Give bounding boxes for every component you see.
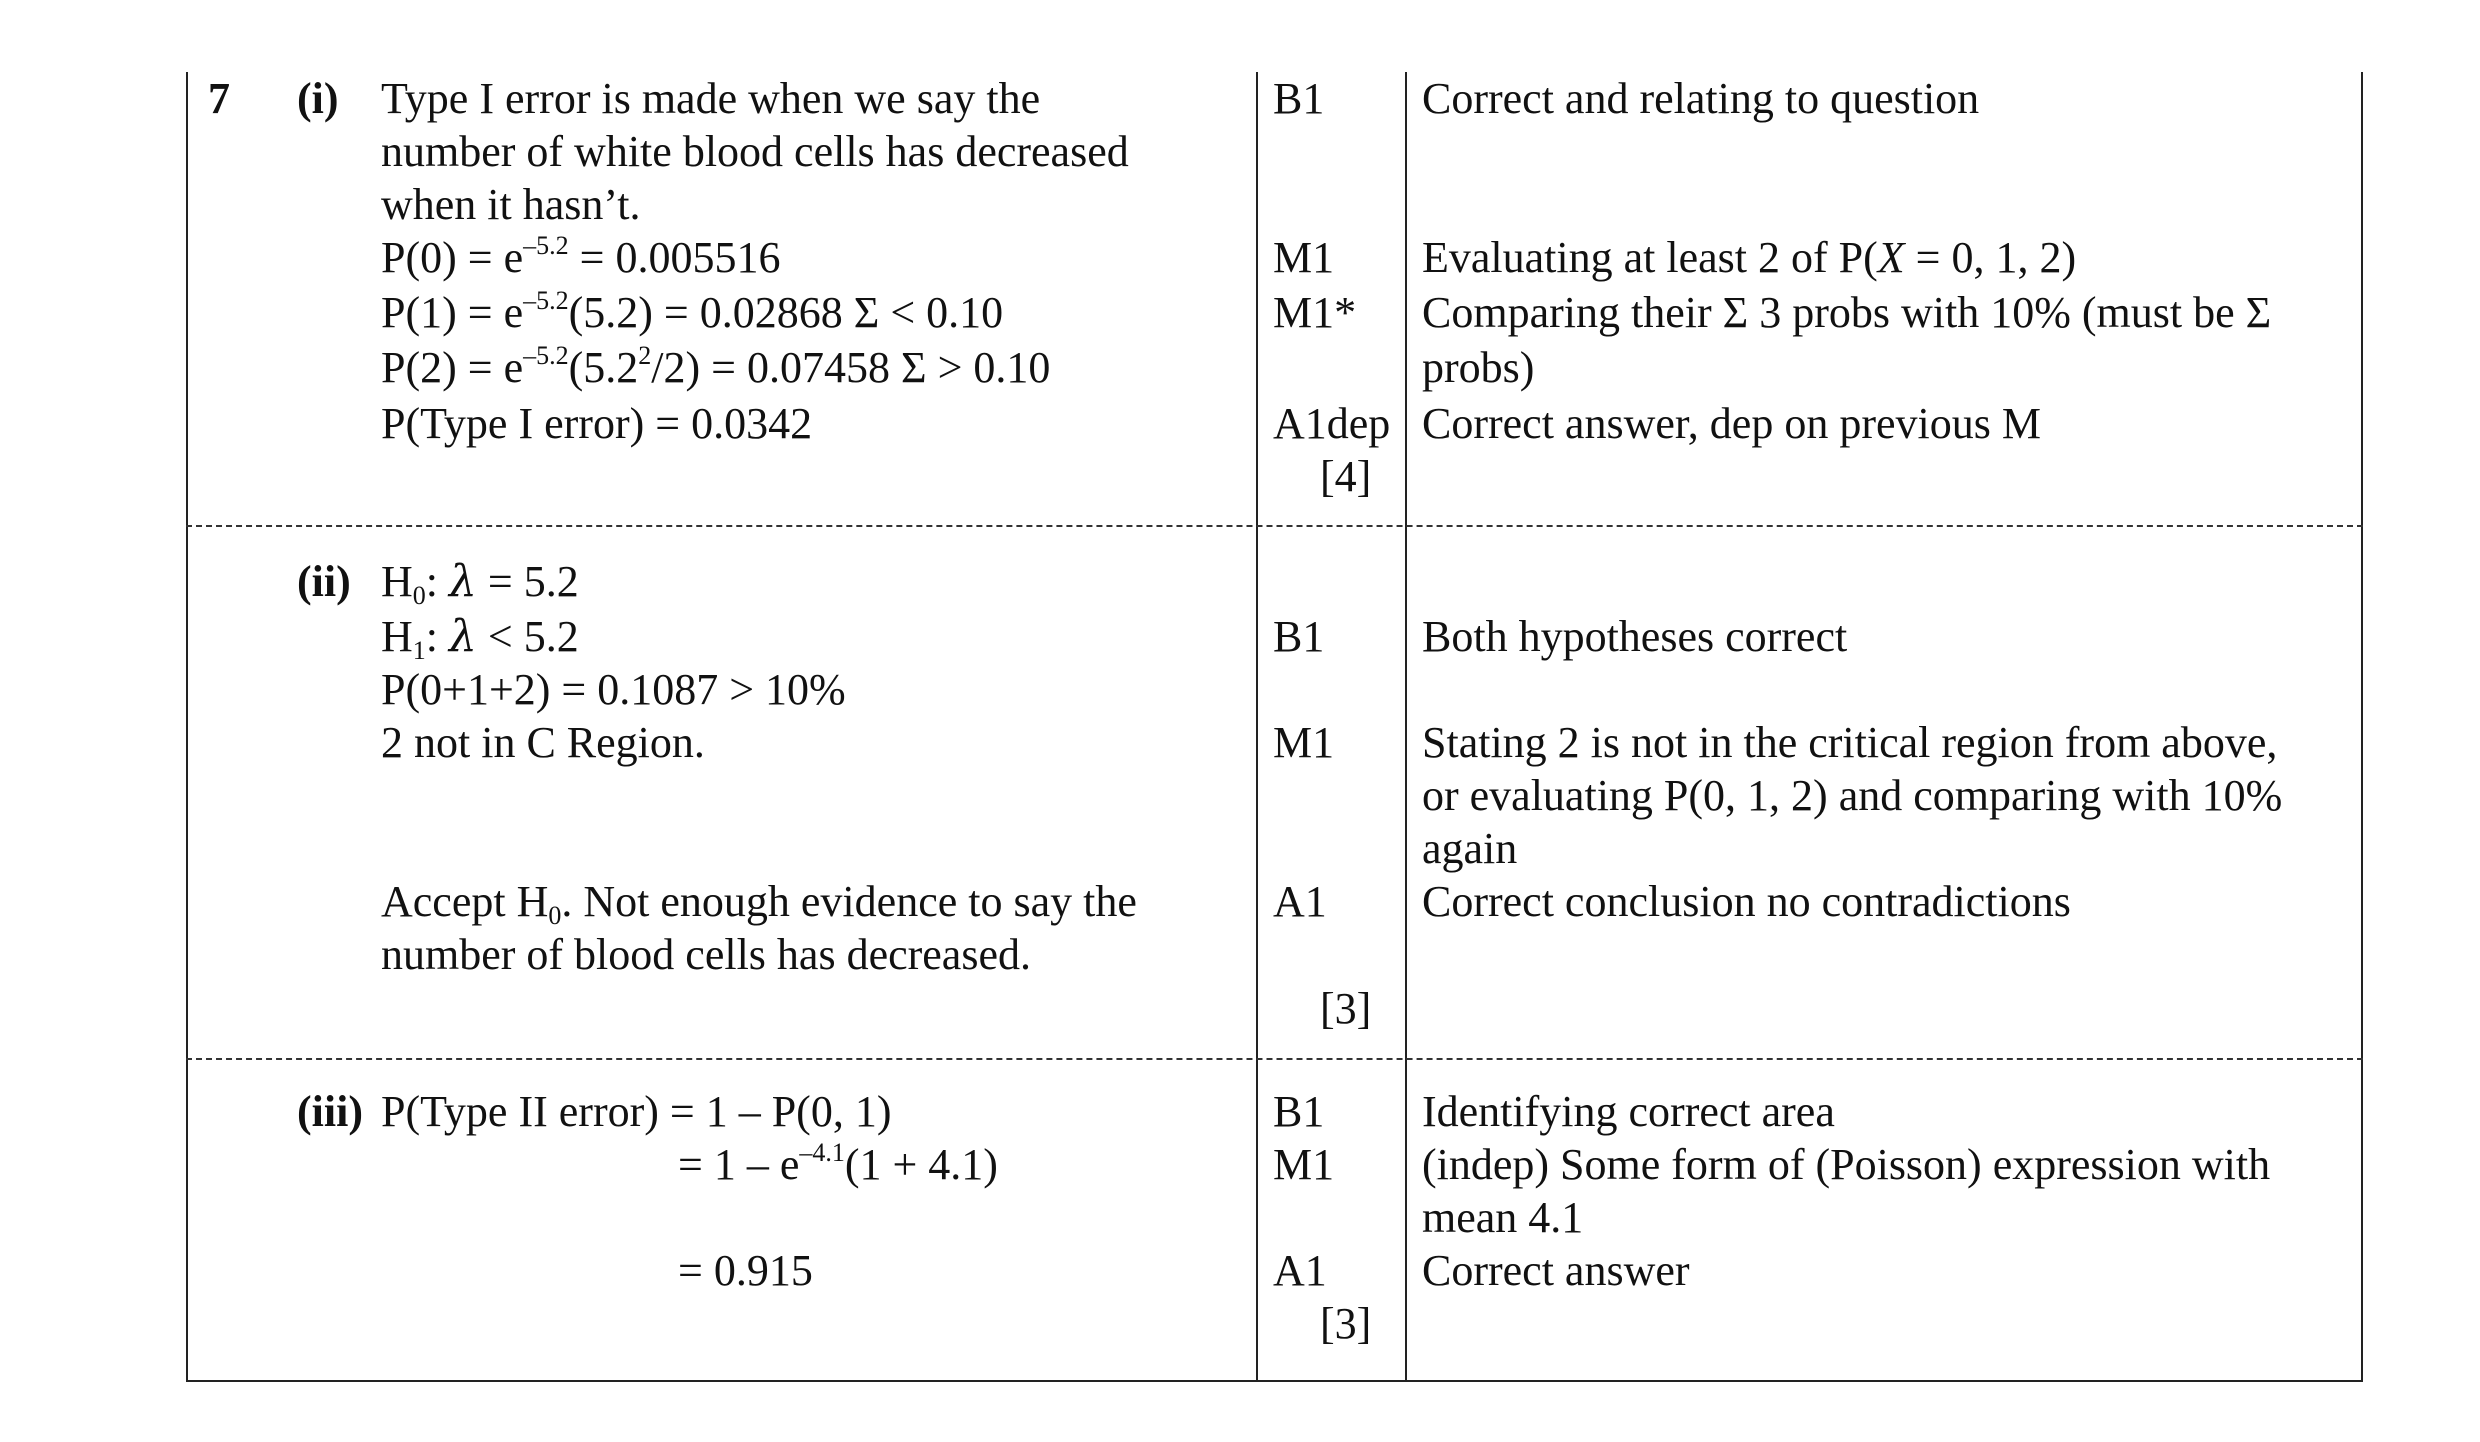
section-divider-i-ii bbox=[186, 525, 2363, 527]
part-ii-guidance-1: Both hypotheses correct bbox=[1422, 612, 1848, 661]
part-iii-guidance-3: mean 4.1 bbox=[1422, 1193, 1584, 1242]
part-iii-line-1: P(Type II error) = 1 – P(0, 1) bbox=[381, 1087, 892, 1136]
part-i-p2-line: $P(2) = e^{-5.2}(5.2^2/2) = 0.07458$ Σ > 0.10 bbox=[381, 341, 1051, 392]
part-i-type-i-line: P(Type I error) = 0.0342 bbox=[381, 399, 813, 448]
part-iii-guidance-2: (indep) Some form of (Poisson) expression with bbox=[1422, 1140, 2271, 1189]
part-ii-total: [3] bbox=[1320, 984, 1372, 1033]
part-ii-label: (ii) bbox=[297, 557, 351, 606]
part-i-p0-line: $P(0) = e^{-5.2} = 0.005516$ bbox=[381, 231, 781, 282]
part-iii-label: (iii) bbox=[297, 1087, 363, 1136]
part-i-total: [4] bbox=[1320, 452, 1372, 501]
part-iii-mark-3: A1 bbox=[1273, 1246, 1327, 1295]
part-i-mark-3: M1* bbox=[1273, 288, 1357, 337]
part-i-answer-line-3: when it hasn’t. bbox=[381, 180, 641, 229]
part-iii-total: [3] bbox=[1320, 1299, 1372, 1348]
part-ii-guidance-5: Correct conclusion no contradictions bbox=[1422, 877, 2071, 926]
part-ii-h1-line: $H_1$: λ < 5.2 bbox=[381, 611, 579, 665]
part-ii-accept-line-2: number of blood cells has decreased. bbox=[381, 930, 1031, 979]
part-ii-mark-1: B1 bbox=[1273, 612, 1325, 661]
part-ii-region-line: 2 not in C Region. bbox=[381, 718, 705, 767]
part-iii-line-2: = $1 - e^{-4.1}(1 + 4.1)$ bbox=[678, 1138, 998, 1189]
part-i-mark-1: B1 bbox=[1273, 74, 1325, 123]
question-number: 7 bbox=[208, 74, 230, 123]
part-ii-guidance-3: or evaluating P(0, 1, 2) and comparing with 10% bbox=[1422, 771, 2283, 820]
part-ii-prob-line: P(0+1+2) = 0.1087 > 10% bbox=[381, 665, 846, 714]
table-bottom-border bbox=[186, 1380, 2363, 1382]
part-i-guidance-5: Correct answer, dep on previous M bbox=[1422, 399, 2041, 448]
table-marks-divider bbox=[1256, 72, 1258, 1382]
part-i-guidance-4: probs) bbox=[1422, 343, 1535, 392]
table-left-border bbox=[186, 72, 188, 1382]
part-i-guidance-2: Evaluating at least 2 of P(X = 0, 1, 2) bbox=[1422, 233, 2077, 282]
part-i-mark-4: A1dep bbox=[1273, 399, 1391, 448]
part-ii-guidance-2: Stating 2 is not in the critical region from above, bbox=[1422, 718, 2278, 767]
part-iii-mark-1: B1 bbox=[1273, 1087, 1325, 1136]
part-iii-line-3: = 0.915 bbox=[678, 1246, 813, 1295]
part-i-p1-line: $P(1) = e^{-5.2}(5.2) = 0.02868$ Σ < 0.10 bbox=[381, 286, 1004, 337]
part-ii-accept-line-1: Accept $H_0$. Not enough evidence to say the bbox=[381, 877, 1137, 930]
part-i-answer-line-2: number of white blood cells has decreased bbox=[381, 127, 1129, 176]
part-i-mark-2: M1 bbox=[1273, 233, 1335, 282]
part-ii-mark-2: M1 bbox=[1273, 718, 1335, 767]
part-i-guidance-1: Correct and relating to question bbox=[1422, 74, 1980, 123]
part-ii-mark-3: A1 bbox=[1273, 877, 1327, 926]
table-guidance-divider bbox=[1405, 72, 1407, 1382]
part-i-label: (i) bbox=[297, 74, 339, 123]
part-iii-guidance-1: Identifying correct area bbox=[1422, 1087, 1835, 1136]
section-divider-ii-iii bbox=[186, 1058, 2363, 1060]
part-iii-guidance-4: Correct answer bbox=[1422, 1246, 1690, 1295]
part-i-answer-line-1: Type I error is made when we say the bbox=[381, 74, 1041, 123]
part-i-guidance-3: Comparing their Σ 3 probs with 10% (must be Σ bbox=[1422, 288, 2272, 337]
part-ii-guidance-4: again bbox=[1422, 824, 1518, 873]
table-right-border bbox=[2361, 72, 2363, 1382]
part-ii-h0-line: $H_0$: λ = 5.2 bbox=[381, 556, 579, 610]
part-iii-mark-2: M1 bbox=[1273, 1140, 1335, 1189]
